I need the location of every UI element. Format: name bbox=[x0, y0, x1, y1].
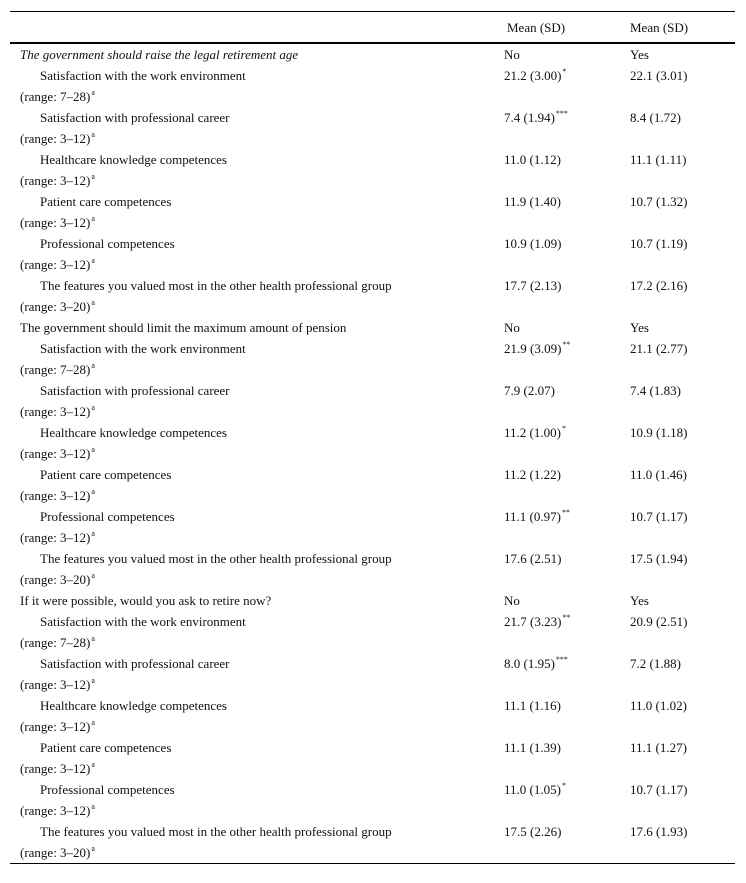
item-label bbox=[40, 614, 246, 630]
mean-sd-no-text: 11.0 (1.12) bbox=[504, 152, 561, 167]
item-label-text: Healthcare knowledge competences bbox=[40, 152, 227, 167]
table-row bbox=[10, 275, 735, 317]
section-col-no bbox=[504, 47, 520, 63]
item-range-text: (range: 3–20) bbox=[20, 299, 91, 314]
item-label-text: Satisfaction with professional career bbox=[40, 383, 230, 398]
mean-sd-no-text: 7.9 (2.07) bbox=[504, 383, 555, 398]
table-row bbox=[10, 695, 735, 737]
mean-sd-yes-text: 10.7 (1.17) bbox=[630, 782, 688, 797]
item-range-text: (range: 3–12) bbox=[20, 761, 91, 776]
mean-sd-no-sup: * bbox=[562, 67, 567, 76]
mean-sd-yes-text: 17.2 (2.16) bbox=[630, 278, 688, 293]
section-col-yes-text: Yes bbox=[630, 320, 649, 335]
mean-sd-yes bbox=[630, 509, 687, 525]
header-mean-sd-yes: Mean (SD) bbox=[630, 20, 689, 35]
mean-sd-no-text: 11.0 (1.05) bbox=[504, 782, 561, 797]
mean-sd-no bbox=[504, 194, 561, 210]
item-label bbox=[40, 383, 230, 399]
item-label-text: The features you valued most in the other health professional group bbox=[40, 824, 392, 839]
mean-sd-yes-text: 11.0 (1.02) bbox=[630, 698, 687, 713]
section-col-yes-text: Yes bbox=[630, 47, 649, 62]
mean-sd-yes bbox=[630, 698, 687, 714]
item-range-text: (range: 3–12) bbox=[20, 446, 91, 461]
mean-sd-no-sup: *** bbox=[555, 109, 568, 118]
item-label bbox=[40, 782, 175, 798]
mean-sd-no-sup: ** bbox=[562, 613, 571, 622]
item-range-sup: a bbox=[91, 571, 95, 580]
item-range-sup: a bbox=[91, 361, 95, 370]
section-col-yes bbox=[630, 593, 649, 609]
item-range-text: (range: 3–12) bbox=[20, 803, 91, 818]
mean-sd-no bbox=[504, 110, 568, 126]
table-row bbox=[10, 107, 735, 149]
mean-sd-yes-text: 10.7 (1.17) bbox=[630, 509, 688, 524]
section-col-yes bbox=[630, 47, 649, 63]
mean-sd-yes-text: 17.5 (1.94) bbox=[630, 551, 688, 566]
mean-sd-yes-text: 22.1 (3.01) bbox=[630, 68, 688, 83]
mean-sd-no bbox=[504, 656, 568, 672]
item-range-text: (range: 3–12) bbox=[20, 173, 91, 188]
mean-sd-no bbox=[504, 698, 561, 714]
item-range-sup: a bbox=[91, 172, 95, 181]
mean-sd-yes bbox=[630, 341, 687, 357]
mean-sd-yes bbox=[630, 110, 681, 126]
mean-sd-no-text: 10.9 (1.09) bbox=[504, 236, 562, 251]
section-col-yes-text: Yes bbox=[630, 593, 649, 608]
item-range bbox=[20, 404, 95, 420]
item-range-sup: a bbox=[91, 256, 95, 265]
item-range-sup: a bbox=[91, 130, 95, 139]
item-label bbox=[40, 467, 171, 483]
mean-sd-no bbox=[504, 68, 566, 84]
item-label bbox=[40, 824, 392, 840]
section-col-no-text: No bbox=[504, 320, 520, 335]
mean-sd-yes bbox=[630, 278, 687, 294]
mean-sd-no bbox=[504, 509, 570, 525]
table-row bbox=[10, 737, 735, 779]
table-row bbox=[10, 779, 735, 821]
table-row bbox=[10, 548, 735, 590]
item-range-sup: a bbox=[91, 445, 95, 454]
item-range bbox=[20, 257, 95, 273]
item-label bbox=[40, 236, 175, 252]
item-label bbox=[40, 425, 227, 441]
mean-sd-no-text: 7.4 (1.94) bbox=[504, 110, 555, 125]
item-label bbox=[40, 740, 171, 756]
section-row bbox=[10, 317, 735, 338]
item-label bbox=[40, 656, 230, 672]
mean-sd-yes-text: 20.9 (2.51) bbox=[630, 614, 688, 629]
mean-sd-no-text: 21.9 (3.09) bbox=[504, 341, 562, 356]
mean-sd-yes-text: 10.7 (1.32) bbox=[630, 194, 688, 209]
item-label-text: Patient care competences bbox=[40, 740, 172, 755]
section-col-no-text: No bbox=[504, 47, 520, 62]
item-range-sup: a bbox=[91, 760, 95, 769]
mean-sd-yes-text: 17.6 (1.93) bbox=[630, 824, 688, 839]
section-col-yes bbox=[630, 320, 649, 336]
section-title-text: If it were possible, would you ask to retire now? bbox=[20, 593, 272, 608]
item-range-sup: a bbox=[91, 676, 95, 685]
mean-sd-no bbox=[504, 551, 561, 567]
table-row bbox=[10, 422, 735, 464]
mean-sd-yes bbox=[630, 824, 687, 840]
item-range-sup: a bbox=[91, 298, 95, 307]
mean-sd-no bbox=[504, 467, 561, 483]
mean-sd-yes bbox=[630, 194, 687, 210]
mean-sd-no-text: 8.0 (1.95) bbox=[504, 656, 555, 671]
mean-sd-no-text: 17.5 (2.26) bbox=[504, 824, 562, 839]
table-row bbox=[10, 191, 735, 233]
section-col-no bbox=[504, 593, 520, 609]
item-range bbox=[20, 446, 95, 462]
item-label-text: Satisfaction with the work environment bbox=[40, 614, 246, 629]
item-range-sup: a bbox=[91, 529, 95, 538]
mean-sd-no-sup: *** bbox=[555, 655, 568, 664]
mean-sd-no-text: 11.9 (1.40) bbox=[504, 194, 561, 209]
item-range-sup: a bbox=[91, 88, 95, 97]
item-range-text: (range: 3–12) bbox=[20, 131, 91, 146]
item-range-sup: a bbox=[91, 844, 95, 853]
item-range-sup: a bbox=[91, 403, 95, 412]
table-row bbox=[10, 338, 735, 380]
item-range-sup: a bbox=[91, 487, 95, 496]
mean-sd-yes-text: 8.4 (1.72) bbox=[630, 110, 681, 125]
table-row bbox=[10, 611, 735, 653]
item-label-text: The features you valued most in the other health professional group bbox=[40, 278, 392, 293]
item-range-sup: a bbox=[91, 802, 95, 811]
item-label bbox=[40, 68, 246, 84]
item-range bbox=[20, 299, 95, 315]
mean-sd-no bbox=[504, 425, 566, 441]
results-table bbox=[10, 11, 735, 864]
mean-sd-yes bbox=[630, 656, 681, 672]
item-label bbox=[40, 341, 246, 357]
mean-sd-no-text: 17.6 (2.51) bbox=[504, 551, 562, 566]
item-range-text: (range: 3–12) bbox=[20, 257, 91, 272]
item-range-text: (range: 3–12) bbox=[20, 215, 91, 230]
item-range bbox=[20, 635, 95, 651]
table-row bbox=[10, 821, 735, 863]
item-range bbox=[20, 719, 95, 735]
mean-sd-yes-text: 7.4 (1.83) bbox=[630, 383, 681, 398]
table-header bbox=[10, 12, 735, 44]
mean-sd-yes bbox=[630, 152, 686, 168]
item-label bbox=[40, 152, 227, 168]
section-title bbox=[20, 47, 298, 63]
item-range-text: (range: 3–12) bbox=[20, 677, 91, 692]
item-range bbox=[20, 362, 95, 378]
item-range bbox=[20, 215, 95, 231]
table-row bbox=[10, 464, 735, 506]
item-label-text: Professional competences bbox=[40, 236, 175, 251]
item-range bbox=[20, 488, 95, 504]
table-row bbox=[10, 149, 735, 191]
item-label-text: Healthcare knowledge competences bbox=[40, 425, 227, 440]
mean-sd-no-text: 11.2 (1.00) bbox=[504, 425, 561, 440]
mean-sd-yes bbox=[630, 68, 687, 84]
mean-sd-no-text: 21.2 (3.00) bbox=[504, 68, 562, 83]
section-col-no-text: No bbox=[504, 593, 520, 608]
section-title-text: The government should limit the maximum amount of pension bbox=[20, 320, 347, 335]
item-range bbox=[20, 173, 95, 189]
item-range bbox=[20, 761, 95, 777]
table-body bbox=[10, 44, 735, 863]
mean-sd-yes-text: 10.9 (1.18) bbox=[630, 425, 688, 440]
item-range-text: (range: 3–12) bbox=[20, 404, 91, 419]
section-row bbox=[10, 44, 735, 65]
item-label bbox=[40, 509, 175, 525]
item-range-sup: a bbox=[91, 214, 95, 223]
item-range bbox=[20, 131, 95, 147]
item-range-text: (range: 3–12) bbox=[20, 530, 91, 545]
mean-sd-no-text: 17.7 (2.13) bbox=[504, 278, 562, 293]
item-label bbox=[40, 110, 230, 126]
mean-sd-no-text: 21.7 (3.23) bbox=[504, 614, 562, 629]
item-label-text: Healthcare knowledge competences bbox=[40, 698, 227, 713]
section-title bbox=[20, 593, 271, 609]
section-title bbox=[20, 320, 346, 336]
item-range-text: (range: 7–28) bbox=[20, 89, 91, 104]
mean-sd-no-sup: * bbox=[561, 781, 566, 790]
table-row bbox=[10, 65, 735, 107]
item-label-text: Satisfaction with the work environment bbox=[40, 68, 246, 83]
mean-sd-no bbox=[504, 383, 555, 399]
mean-sd-no-text: 11.1 (1.39) bbox=[504, 740, 561, 755]
item-range-text: (range: 3–12) bbox=[20, 488, 91, 503]
item-range-text: (range: 7–28) bbox=[20, 362, 91, 377]
mean-sd-yes bbox=[630, 383, 681, 399]
mean-sd-no-text: 11.1 (0.97) bbox=[504, 509, 561, 524]
mean-sd-yes bbox=[630, 551, 687, 567]
item-range-sup: a bbox=[91, 718, 95, 727]
table-row bbox=[10, 380, 735, 422]
item-label-text: Professional competences bbox=[40, 782, 175, 797]
section-title-text: The government should raise the legal retirement age bbox=[20, 47, 299, 62]
mean-sd-yes bbox=[630, 740, 687, 756]
table-row bbox=[10, 653, 735, 695]
mean-sd-no-sup: * bbox=[561, 424, 566, 433]
item-label-text: Satisfaction with professional career bbox=[40, 656, 230, 671]
item-label-text: Satisfaction with professional career bbox=[40, 110, 230, 125]
item-range-sup: a bbox=[91, 634, 95, 643]
item-range bbox=[20, 803, 95, 819]
mean-sd-yes bbox=[630, 614, 687, 630]
mean-sd-yes bbox=[630, 236, 687, 252]
mean-sd-yes bbox=[630, 467, 687, 483]
item-range-text: (range: 3–20) bbox=[20, 572, 91, 587]
mean-sd-yes bbox=[630, 425, 687, 441]
mean-sd-no bbox=[504, 341, 570, 357]
mean-sd-no-sup: ** bbox=[562, 340, 571, 349]
item-range bbox=[20, 572, 95, 588]
item-label-text: Professional competences bbox=[40, 509, 175, 524]
item-label bbox=[40, 698, 227, 714]
header-mean-sd-no: Mean (SD) bbox=[507, 20, 566, 35]
mean-sd-yes-text: 10.7 (1.19) bbox=[630, 236, 688, 251]
item-label bbox=[40, 194, 171, 210]
table-row bbox=[10, 506, 735, 548]
item-label-text: Patient care competences bbox=[40, 194, 172, 209]
mean-sd-yes-text: 11.0 (1.46) bbox=[630, 467, 687, 482]
item-range bbox=[20, 677, 95, 693]
mean-sd-no bbox=[504, 278, 561, 294]
item-label-text: Patient care competences bbox=[40, 467, 172, 482]
item-range-text: (range: 3–12) bbox=[20, 719, 91, 734]
mean-sd-no bbox=[504, 152, 561, 168]
mean-sd-no-sup: ** bbox=[561, 508, 570, 517]
item-range bbox=[20, 89, 95, 105]
item-label-text: Satisfaction with the work environment bbox=[40, 341, 246, 356]
mean-sd-no-text: 11.1 (1.16) bbox=[504, 698, 561, 713]
mean-sd-yes-text: 21.1 (2.77) bbox=[630, 341, 688, 356]
mean-sd-no bbox=[504, 614, 570, 630]
mean-sd-yes-text: 7.2 (1.88) bbox=[630, 656, 681, 671]
item-range-text: (range: 3–20) bbox=[20, 845, 91, 860]
mean-sd-no-text: 11.2 (1.22) bbox=[504, 467, 561, 482]
section-col-no bbox=[504, 320, 520, 336]
item-label bbox=[40, 278, 392, 294]
mean-sd-no bbox=[504, 740, 561, 756]
item-range bbox=[20, 530, 95, 546]
item-range-text: (range: 7–28) bbox=[20, 635, 91, 650]
table-row bbox=[10, 233, 735, 275]
item-range bbox=[20, 845, 95, 861]
mean-sd-no bbox=[504, 824, 561, 840]
mean-sd-yes-text: 11.1 (1.11) bbox=[630, 152, 687, 167]
mean-sd-yes bbox=[630, 782, 687, 798]
item-label bbox=[40, 551, 392, 567]
mean-sd-no bbox=[504, 782, 566, 798]
mean-sd-no bbox=[504, 236, 561, 252]
section-row bbox=[10, 590, 735, 611]
item-label-text: The features you valued most in the other health professional group bbox=[40, 551, 392, 566]
mean-sd-yes-text: 11.1 (1.27) bbox=[630, 740, 687, 755]
